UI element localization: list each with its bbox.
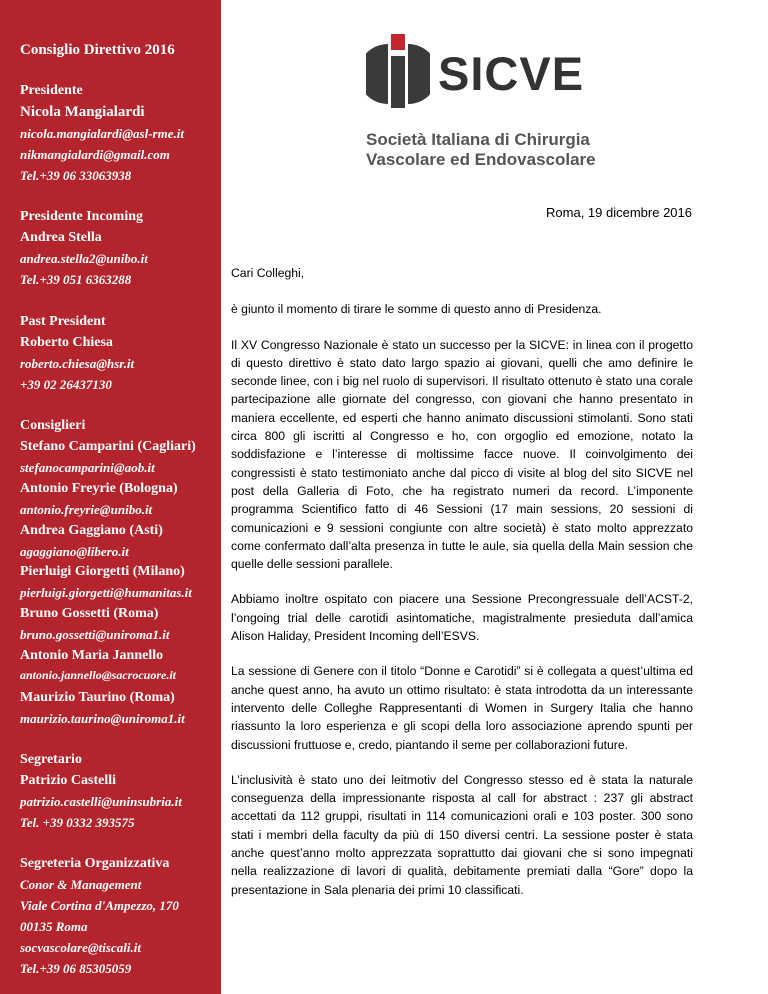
letter-paragraph: La sessione di Genere con il titolo “Donne e Carotidi” si è collegata a quest’ultima ed anche quest anno, ha avuto un ottimo risultato: è stata introdotta da un interessante intervento delle Colleghe Rappresentanti di Women in Surgery Italia che hanno riassunto la loro esperienza e gli scopi della loro associazione aprendo spunti per discussioni fruttuose e, credo, piantando il seme per collaborazioni future. [231, 664, 693, 752]
president-heading: Presidente [20, 83, 83, 98]
logo-acronym: SICVE [438, 47, 585, 100]
councillor-email[interactable]: antonio.freyrie@unibo.it [20, 502, 153, 517]
councillor-name: Antonio Freyrie (Bologna) [20, 481, 178, 496]
letter-paragraph: Il XV Congresso Nazionale è stato un successo per la SICVE: in linea con il progetto di questo direttivo è stato dato largo spazio ai giovani, quelli che amo definire le seconde linee, con i big nel ruolo di supervisori. Il risultato ottenuto è stato una corale partecipazione alle giornate del congresso, con giovani che hanno presentato in maniera eccellente, ed esperti che hanno animato discussioni stimolanti. Sono stati circa 800 gli iscritti al Congresso e ho, con orgoglio ed emozione, notato la soddisfazione e l’interesse di moltissime facce nuove. Il coinvolgimento dei congressisti è stato testimoniato anche dal picco di visite al blog del sito SICVE nel post della Galleria di Foto, che ha registrato numeri da record. L’imponente programma Scientifico fatto di 46 Sessioni (17 main sessions, 20 sessioni di comunicazioni e 9 sessioni congiunte con altre società) è stato molto apprezzato come confermato dall’alta presenza in tutte le aule, sia quella della Main session che quelle delle sessioni parallele. [231, 337, 693, 572]
councillor-email[interactable]: antonio.jannello@sacrocuore.it [20, 668, 177, 682]
councillor-name: Bruno Gossetti (Roma) [20, 606, 159, 621]
president-name: Nicola Mangialardi [20, 104, 145, 120]
sicve-logo [366, 34, 606, 174]
logo-line-2: Vascolare ed Endovascolare [366, 150, 596, 169]
sicve-logo-mark-icon [366, 34, 430, 114]
councillor-email[interactable]: bruno.gossetti@uniroma1.it [20, 627, 170, 642]
councillor-name: Antonio Maria Jannello [20, 648, 164, 663]
organizing-heading: Segreteria Organizzativa [20, 856, 170, 871]
councillor-email[interactable]: agaggiano@libero.it [20, 544, 129, 559]
council-title: Consiglio Direttivo 2016 [20, 42, 175, 58]
councillor-name: Pierluigi Giorgetti (Milano) [20, 564, 185, 579]
logo-line-1: Società Italiana di Chirurgia [366, 130, 590, 149]
letter-paragraph: L’inclusività è stato uno dei leitmotiv del Congresso stesso ed è stata la naturale conseguenza della impressionante risposta al call for abstract : 237 gli abstract accettati da 112 gruppi, risultati in 114 comunicazioni orali e 103 poster. 300 sono stati i membri della faculty da più di 150 diversi centri. La sessione poster è stata anche quest’anno molto apprezzata soprattutto dai giovani che si sono impegnati nella realizzazione di lavori di qualità, debitamente premiati dalla “Gore” dopo la presentazione in Sala plenaria dei primi 10 classificati. [231, 772, 693, 897]
president-phone: Tel.+39 06 33063938 [20, 168, 132, 183]
councillor-email[interactable]: stefanocamparini@aob.it [20, 460, 155, 475]
letter-body [231, 264, 693, 916]
councillor-email[interactable]: pierluigi.giorgetti@humanitas.it [20, 585, 192, 600]
letter-paragraph: Abbiamo inoltre ospitato con piacere una Sessione Precongressuale dell’ACST-2, l’ongoing trial delle carotidi asintomatiche, magistralmente presieduta dall’amica Alison Haliday, President Incoming dell’ESVS. [231, 592, 693, 644]
councillor-name: Andrea Gaggiano (Asti) [20, 523, 163, 538]
past-name: Roberto Chiesa [20, 335, 113, 350]
president-email-1[interactable]: nicola.mangialardi@asl-rme.it [20, 126, 184, 141]
secretary-heading: Segretario [20, 752, 82, 767]
letter-date: Roma, 19 dicembre 2016 [546, 205, 692, 220]
councillor-email[interactable]: maurizio.taurino@uniroma1.it [20, 711, 185, 726]
past-heading: Past President [20, 314, 106, 329]
letter-paragraph: è giunto il momento di tirare le somme di questo anno di Presidenza. [231, 302, 602, 317]
organizing-name: Conor & Management [20, 877, 142, 892]
past-email[interactable]: roberto.chiesa@hsr.it [20, 356, 135, 371]
secretary-name: Patrizio Castelli [20, 773, 117, 788]
councillors-heading: Consiglieri [20, 418, 86, 433]
president-email-2[interactable]: nikmangialardi@gmail.com [20, 147, 170, 162]
incoming-name: Andrea Stella [20, 230, 102, 245]
incoming-heading: Presidente Incoming [20, 209, 144, 224]
secretary-email[interactable]: patrizio.castelli@uninsubria.it [20, 794, 182, 809]
councillor-name: Stefano Camparini (Cagliari) [20, 439, 196, 454]
organizing-address-1: Viale Cortina d'Ampezzo, 170 [20, 898, 179, 913]
sidebar [0, 0, 221, 994]
letter-salutation: Cari Colleghi, [231, 266, 305, 280]
organizing-address-2: 00135 Roma [20, 919, 88, 934]
secretary-phone: Tel. +39 0332 393575 [20, 815, 135, 830]
organizing-email[interactable]: socvascolare@tiscali.it [20, 940, 141, 955]
incoming-email[interactable]: andrea.stella2@unibo.it [20, 251, 148, 266]
councillor-name: Maurizio Taurino (Roma) [20, 690, 175, 705]
organizing-phone: Tel.+39 06 85305059 [20, 961, 132, 976]
incoming-phone: Tel.+39 051 6363288 [20, 272, 132, 287]
past-phone: +39 02 26437130 [20, 377, 112, 392]
